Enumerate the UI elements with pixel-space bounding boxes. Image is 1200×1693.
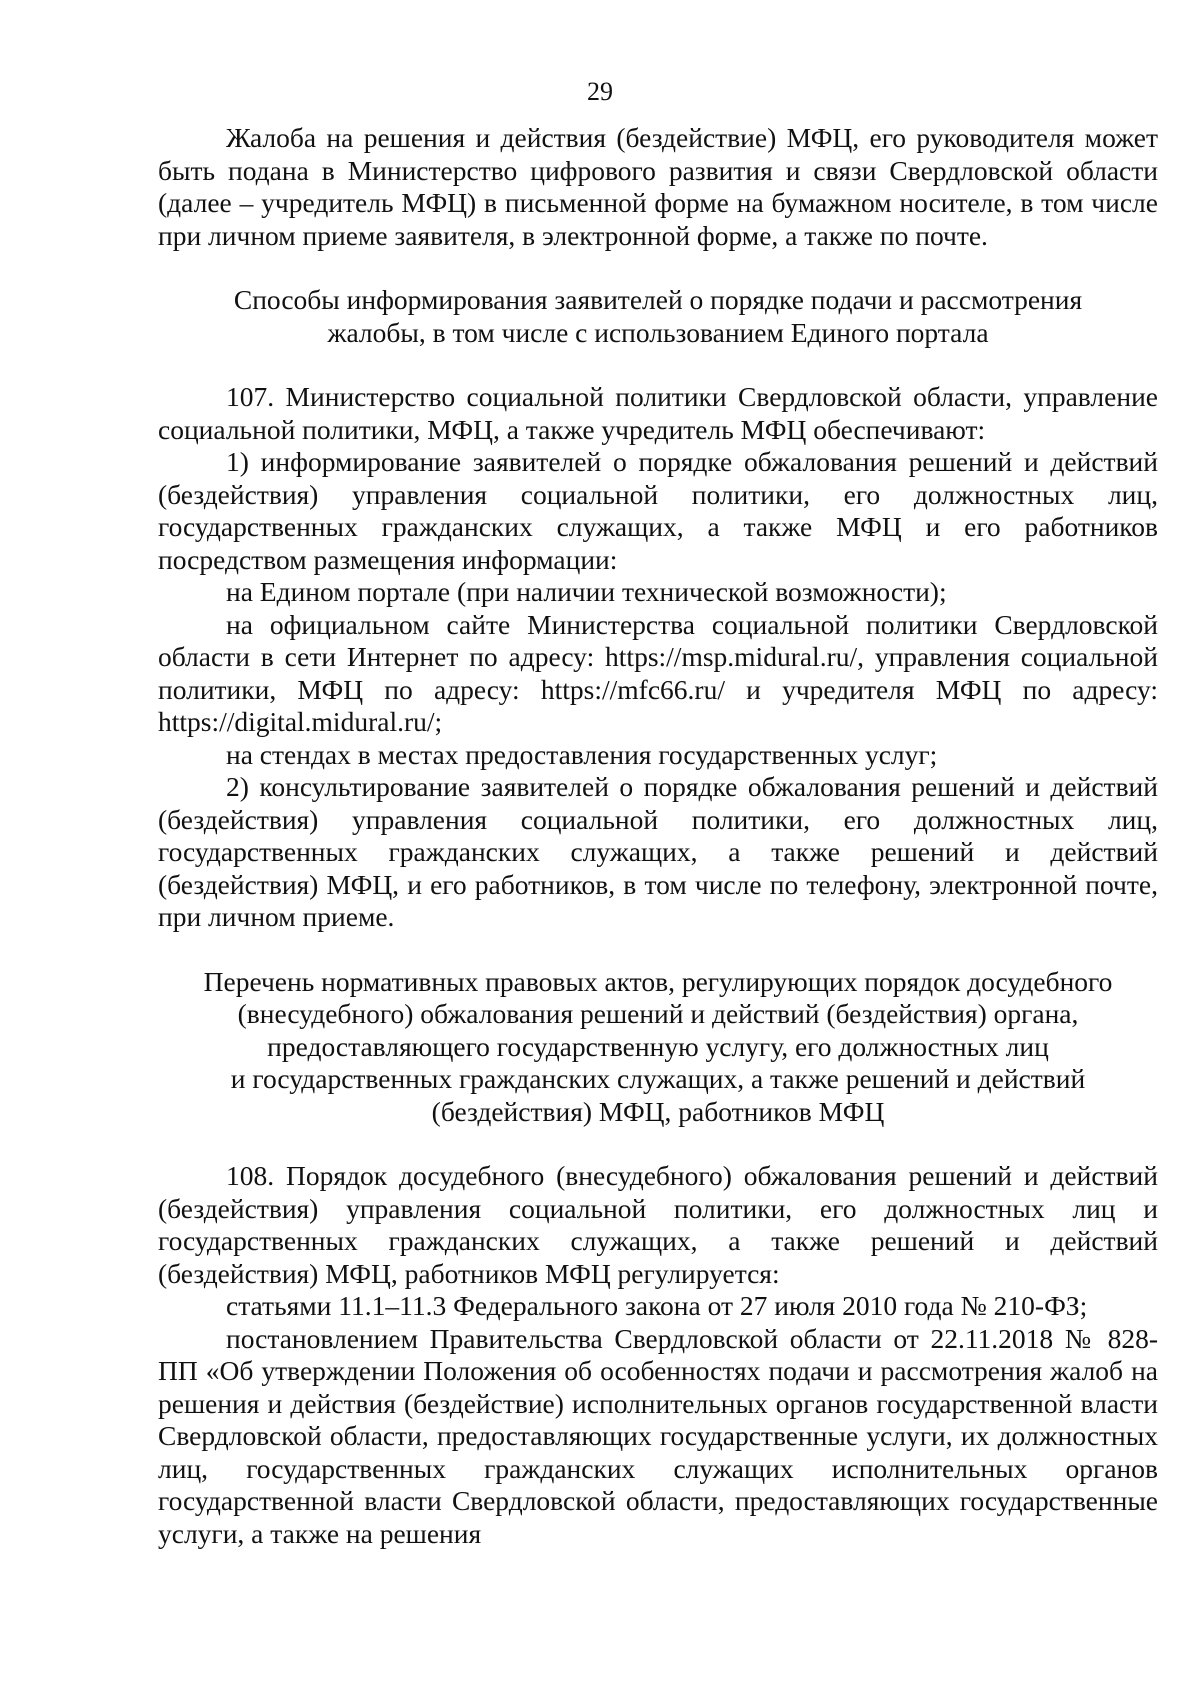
heading-regulatory-acts <box>158 966 1158 1129</box>
paragraph-107-websites: на официальном сайте Министерства социальной политики Свердловской области в сети Интернет по адресу: https://msp.midural.ru/, управления социальной политики, МФЦ по адресу: https://mfc66.ru/ и учредителя МФЦ по адресу: https://digital.midural.ru/; <box>158 608 1158 737</box>
heading-line: (внесудебного) обжалования решений и действий (бездействия) органа, <box>237 998 1079 1029</box>
paragraph-complaint-submission: Жалоба на решения и действия (бездействие) МФЦ, его руководителя может быть подана в Министерство цифрового развития и связи Свердловской области (далее – учредитель МФЦ) в письменной форме на бумажном носителе, в том числе при личном приеме заявителя, в электронной форме, а также по почте. <box>158 122 1158 251</box>
page-number: 29 <box>587 77 613 106</box>
paragraph-107-item-2: 2) консультирование заявителей о порядке обжалования решений и действий (бездействия) управления социальной политики, его должностных лиц, государственных гражданских служащих, а также решений и действий (бездействия) МФЦ, и его работников, в том числе по телефону, электронной почте, при личном приеме. <box>158 771 1158 932</box>
heading-line: жалобы, в том числе с использованием Единого портала <box>327 316 989 348</box>
paragraph-107-stands: на стендах в местах предоставления государственных услуг; <box>226 738 938 770</box>
heading-line: (бездействия) МФЦ, работников МФЦ <box>431 1095 885 1127</box>
section-107 <box>158 381 1158 934</box>
heading-line: Перечень нормативных правовых актов, регулирующих порядок досудебного <box>203 965 1113 997</box>
paragraph-108-intro: 108. Порядок досудебного (внесудебного) обжалования решений и действий (бездействия) управления социальной политики, его должностных лиц и государственных гражданских служащих, а также решений и действий (бездействия) МФЦ, работников МФЦ регулируется: <box>158 1160 1158 1289</box>
document-body <box>158 122 1158 1550</box>
paragraph-108-resolution: постановлением Правительства Свердловской области от 22.11.2018 № 828-ПП «Об утверждении Положения об особенностях подачи и рассмотрения жалоб на решения и действия (бездействие) исполнительных органов государственной власти Свердловской области, предоставляющих государственные услуги, их должностных лиц, государственных гражданских служащих исполнительных органов государственной власти Свердловской области, предоставляющих государственные услуги, а также на решения <box>158 1322 1158 1549</box>
paragraph-107-item-1: 1) информирование заявителей о порядке обжалования решений и действий (бездействия) управления социальной политики, его должностных лиц, государственных гражданских служащих, а также МФЦ и его работников посредством размещения информации: <box>158 446 1158 575</box>
paragraph-107-portal: на Едином портале (при наличии технической возможности); <box>226 576 947 607</box>
section-108 <box>158 1160 1158 1550</box>
heading-line: Способы информирования заявителей о порядке подачи и рассмотрения <box>233 284 1083 315</box>
heading-line: и государственных гражданских служащих, а также решений и действий <box>230 1063 1086 1094</box>
paragraph-108-federal-law: статьями 11.1–11.3 Федерального закона от 27 июля 2010 года № 210-ФЗ; <box>226 1290 1088 1321</box>
paragraph-107-intro: 107. Министерство социальной политики Свердловской области, управление социальной политики, МФЦ, а также учредитель МФЦ обеспечивают: <box>158 381 1158 445</box>
heading-informing-methods <box>158 284 1158 349</box>
heading-line: предоставляющего государственную услугу, его должностных лиц <box>267 1030 1049 1062</box>
